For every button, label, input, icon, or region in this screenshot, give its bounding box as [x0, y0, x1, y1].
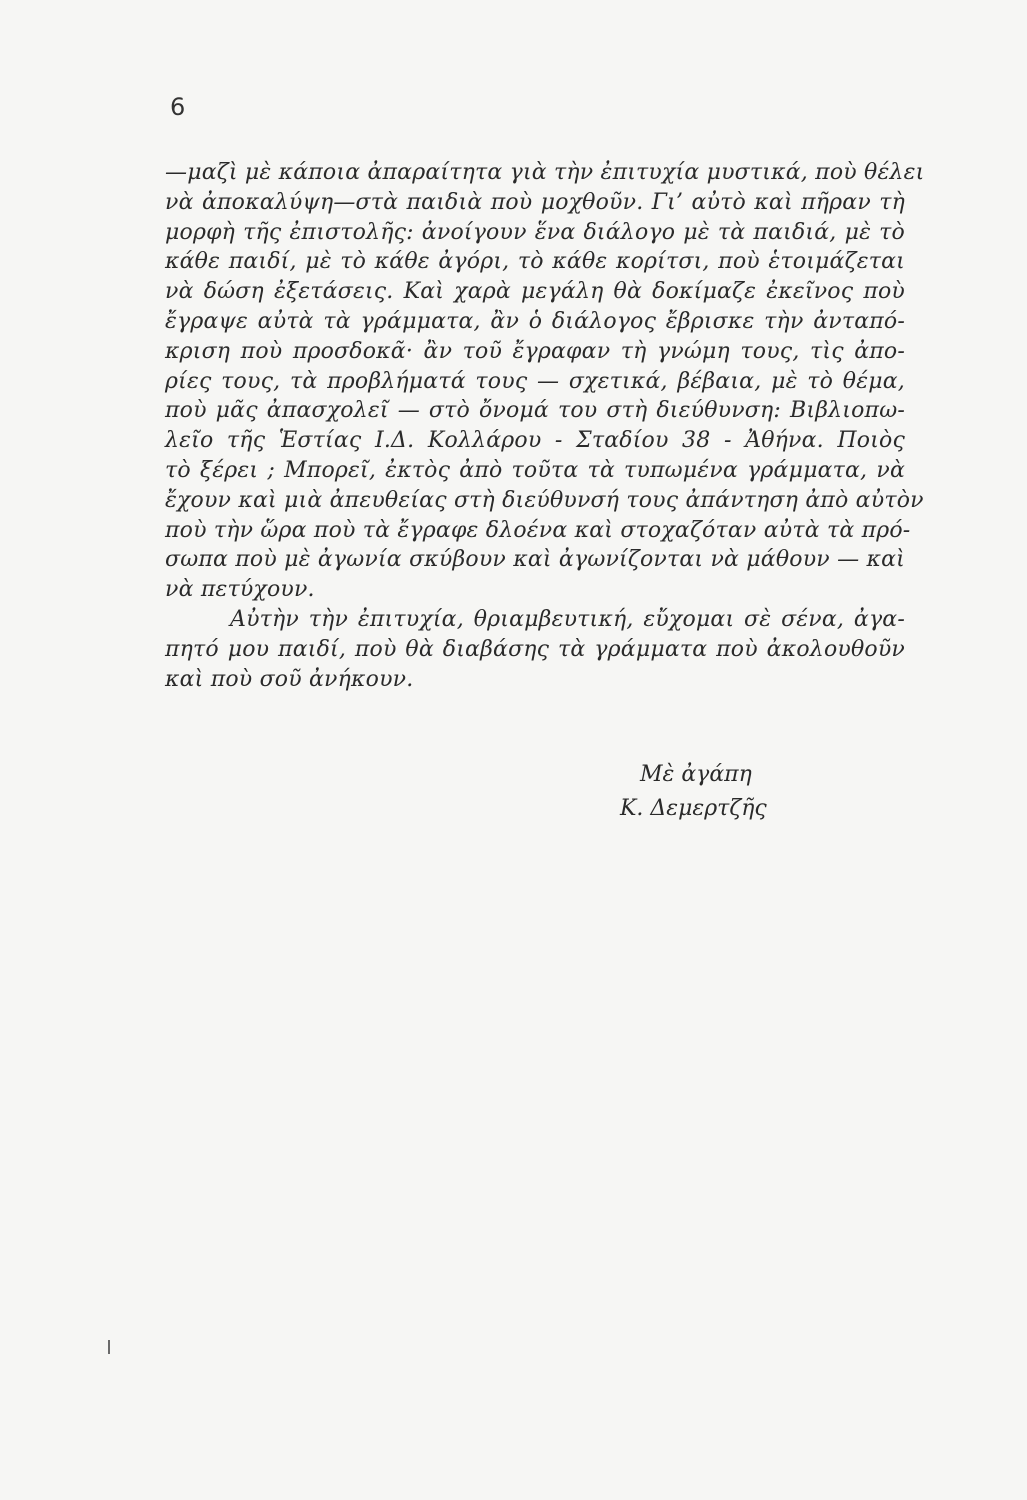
- text-line: σωπα ποὺ μὲ ἀγωνία σκύβουν καὶ ἀγωνίζονται νὰ μάθουν — καὶ: [165, 547, 905, 573]
- text-line: νὰ ἀποκαλύψη—στὰ παιδιὰ ποὺ μοχθοῦν. Γι’ αὐτὸ καὶ πῆραν τὴ: [165, 189, 905, 215]
- page-number: 6: [170, 93, 186, 121]
- text-line: ποὺ τὴν ὥρα ποὺ τὰ ἔγραφε δλοένα καὶ στοχαζόταν αὐτὰ τὰ πρό-: [165, 517, 911, 543]
- text-line: μορφὴ τῆς ἐπιστολῆς: ἀνοίγουν ἕνα διάλογο μὲ τὰ παιδιά, μὲ τὸ: [165, 219, 905, 245]
- text-line: νὰ δώση ἐξετάσεις. Καὶ χαρὰ μεγάλη θὰ δοκίμαζε ἐκεῖνος ποὺ: [165, 279, 905, 305]
- margin-mark: [108, 1340, 110, 1354]
- signature-greeting: Μὲ ἀγάπη: [640, 762, 752, 787]
- text-line: νὰ πετύχουν.: [165, 577, 315, 603]
- text-line: ρίες τους, τὰ προβλήματά τους — σχετικά, βέβαια, μὲ τὸ θέμα,: [165, 368, 905, 394]
- signature-block: [620, 758, 767, 826]
- body-text: [165, 158, 925, 694]
- text-line: ποὺ μᾶς ἀπασχολεῖ — στὸ ὄνομά του στὴ διεύθυνση: Βιβλιοπω-: [165, 398, 905, 424]
- text-line: ἔγραψε αὐτὰ τὰ γράμματα, ἂν ὁ διάλογος ἔβρισκε τὴν ἀνταπό-: [165, 308, 905, 334]
- text-line: ἔχουν καὶ μιὰ ἀπευθείας στὴ διεύθυνσή τους ἀπάντηση ἀπὸ αὐτὸν: [165, 487, 924, 513]
- text-line: κάθε παιδί, μὲ τὸ κάθε ἀγόρι, τὸ κάθε κορίτσι, ποὺ ἑτοιμάζεται: [165, 249, 905, 275]
- text-line: κριση ποὺ προσδοκᾶ· ἂν τοῦ ἔγραφαν τὴ γνώμη τους, τὶς ἀπο-: [165, 338, 905, 364]
- text-line: τὸ ξέρει ; Μπορεῖ, ἐκτὸς ἀπὸ τοῦτα τὰ τυπωμένα γράμματα, νὰ: [165, 457, 905, 483]
- text-line: πητό μου παιδί, ποὺ θὰ διαβάσης τὰ γράμματα ποὺ ἀκολουθοῦν: [165, 636, 905, 662]
- text-line: —μαζὶ μὲ κάποια ἀπαραίτητα γιὰ τὴν ἐπιτυχία μυστικά, ποὺ θέλει: [165, 160, 925, 185]
- text-line: λεῖο τῆς Ἑστίας Ι.Δ. Κολλάρου - Σταδίου 38 - Ἀθήνα. Ποιὸς: [165, 428, 905, 454]
- text-line: Αὐτὴν τὴν ἐπιτυχία, θριαμβευτική, εὔχομαι σὲ σένα, ἀγα-: [230, 606, 905, 632]
- text-line: καὶ ποὺ σοῦ ἀνήκουν.: [165, 666, 414, 692]
- signature-name: Κ. Δεμερτζῆς: [620, 796, 767, 821]
